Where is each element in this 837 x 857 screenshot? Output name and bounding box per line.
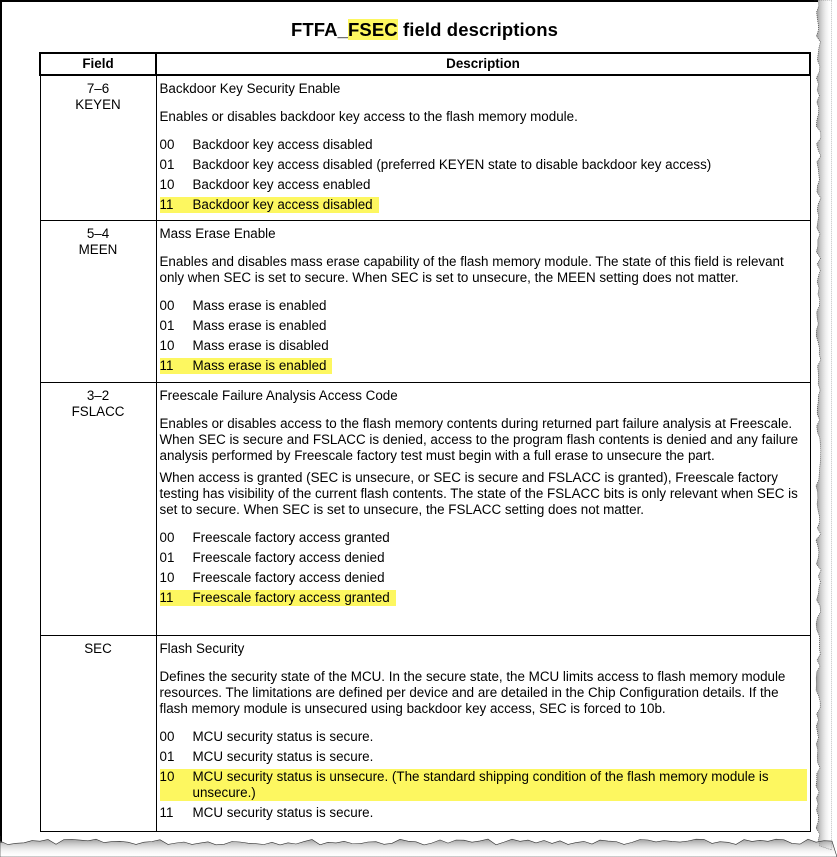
value-option [160, 570, 807, 586]
field-cell [40, 75, 156, 220]
description-cell [156, 220, 810, 382]
description-paragraph: When access is granted (SEC is unsecure, or SEC is secure and FSLACC is granted), Freescale factory testing has visibility of the current flash contents. The state of the FSLACC bits is only relevant when SEC is set to secure. When SEC is set to unsecure, the FSLACC setting does not matter. [159, 469, 798, 517]
torn-edge-bottom [0, 836, 837, 857]
title-highlighted-register: FSEC [348, 19, 398, 40]
option-text: Freescale factory access granted [192, 529, 390, 545]
title-suffix: field descriptions [397, 19, 558, 40]
table-title [2, 19, 837, 41]
option-text: MCU security status is secure. [192, 748, 374, 764]
option-code: 00 [159, 728, 175, 744]
value-option-line [160, 729, 807, 745]
description-cell [156, 382, 810, 635]
field-name: SEC [84, 640, 112, 656]
option-code: 00 [159, 297, 175, 313]
option-text: Backdoor key access disabled [192, 137, 373, 152]
option-code: 11 [159, 357, 174, 373]
field-name: FSLACC [71, 403, 125, 419]
option-code: 11 [159, 197, 174, 212]
value-option-line [160, 805, 807, 821]
field-row-fslacc [40, 382, 810, 635]
value-option [160, 530, 807, 546]
value-option [160, 318, 807, 334]
value-option [160, 197, 807, 217]
field-full-name: Flash Security [159, 640, 245, 656]
value-option [160, 749, 807, 765]
option-text: MCU security status is secure. [192, 728, 374, 744]
option-code: 10 [159, 177, 175, 192]
value-option-highlighted [160, 590, 396, 606]
description-cell [156, 75, 810, 220]
field-row-sec [40, 635, 810, 831]
option-text: Backdoor key access disabled [192, 197, 373, 212]
value-option [160, 358, 807, 378]
option-text: Mass erase is enabled [192, 317, 327, 333]
field-row-keyen [40, 75, 810, 220]
field-row-meen [40, 220, 810, 382]
option-code: 01 [159, 549, 175, 565]
field-descriptions-table [39, 52, 811, 832]
option-text: Freescale factory access denied [192, 569, 385, 585]
value-option [160, 298, 807, 314]
field-full-name: Backdoor Key Security Enable [159, 81, 341, 96]
option-text: Freescale factory access denied [192, 549, 385, 565]
value-option-line [160, 530, 807, 546]
option-text: Mass erase is disabled [192, 337, 329, 353]
field-name: KEYEN [75, 97, 121, 112]
value-option-line [160, 749, 807, 765]
value-option [160, 157, 807, 173]
value-option-line [160, 570, 807, 586]
value-option [160, 338, 807, 354]
field-cell [40, 382, 156, 635]
field-bits: 3–2 [86, 387, 110, 403]
field-cell [40, 635, 156, 831]
option-code: 01 [159, 748, 175, 764]
header-description: Description [156, 53, 810, 75]
description-paragraph: Enables or disables access to the flash memory contents during returned part failure analysis at Freescale. When SEC is secure and FSLACC is denied, access to the program flash contents is denied and any failure analysis performed by Freescale factory test must begin with a full erase to unsecure the part. [159, 415, 799, 463]
option-text: MCU security status is unsecure. (The standard shipping condition of the flash memory module is unsecure.) [192, 768, 769, 800]
field-bits: 5–4 [86, 225, 110, 241]
option-text: Freescale factory access granted [192, 589, 390, 605]
value-option [160, 137, 807, 153]
title-prefix: FTFA_ [291, 19, 349, 40]
option-code: 01 [159, 317, 175, 333]
description-paragraph: Enables or disables backdoor key access to the flash memory module. [159, 109, 578, 124]
value-option-line [160, 177, 807, 193]
option-code: 10 [159, 337, 175, 353]
table-header-row [40, 53, 810, 75]
value-option [160, 769, 807, 801]
description-cell [156, 635, 810, 831]
value-option-line [160, 338, 807, 354]
field-bits: 7–6 [86, 81, 110, 96]
option-code: 01 [159, 157, 175, 172]
value-option-line [160, 157, 807, 173]
option-text: Mass erase is enabled [192, 357, 327, 373]
value-option-highlighted [160, 197, 379, 213]
option-text: MCU security status is secure. [192, 804, 374, 820]
value-option [160, 550, 807, 566]
field-full-name: Freescale Failure Analysis Access Code [159, 387, 398, 403]
torn-edge-right [814, 0, 832, 850]
option-code: 11 [159, 589, 174, 605]
header-field: Field [40, 53, 156, 75]
option-code: 10 [159, 768, 175, 784]
value-option-line [160, 137, 807, 153]
field-full-name: Mass Erase Enable [159, 225, 276, 241]
value-option-line [160, 550, 807, 566]
field-cell [40, 220, 156, 382]
value-option [160, 729, 807, 745]
field-name: MEEN [78, 241, 118, 257]
option-text: Backdoor key access enabled [192, 177, 371, 192]
description-paragraph: Defines the security state of the MCU. In the secure state, the MCU limits access to flash memory module resources. The limitations are defined per device and are detailed in the Chip Configuration details. If the flash memory module is unsecured using backdoor key access, SEC is forced to 10b. [159, 668, 786, 716]
option-code: 10 [159, 569, 175, 585]
option-text: Mass erase is enabled [192, 297, 327, 313]
value-option-highlighted [160, 358, 333, 374]
value-option-highlighted [160, 769, 807, 801]
value-option [160, 805, 807, 821]
value-option-line [160, 318, 807, 334]
option-code: 11 [159, 804, 174, 820]
description-paragraph: Enables and disables mass erase capability of the flash memory module. The state of this field is relevant only when SEC is set to secure. When SEC is set to unsecure, the MEEN setting does not matter. [159, 253, 784, 285]
value-option [160, 177, 807, 193]
value-option-line [160, 298, 807, 314]
value-option [160, 590, 807, 610]
option-text: Backdoor key access disabled (preferred KEYEN state to disable backdoor key access) [192, 157, 712, 172]
option-code: 00 [159, 137, 175, 152]
option-code: 00 [159, 529, 175, 545]
